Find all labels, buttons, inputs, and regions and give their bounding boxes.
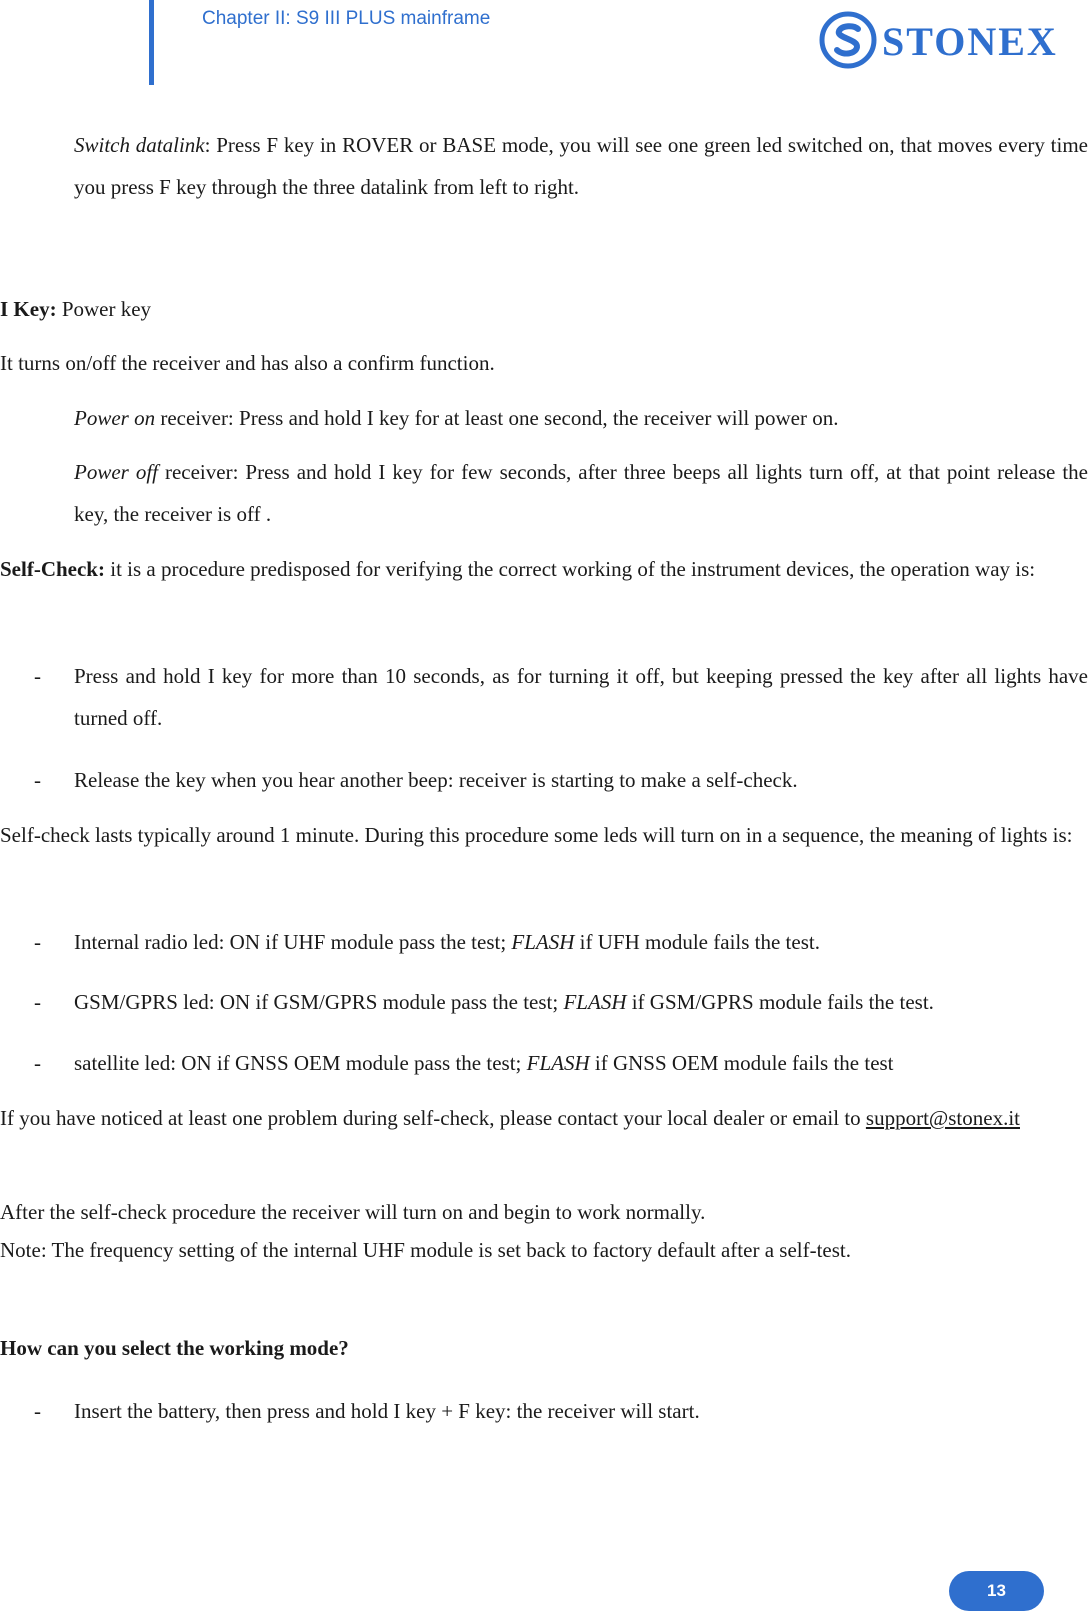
power-off-label: Power off bbox=[74, 460, 158, 484]
page-number: 13 bbox=[949, 1571, 1044, 1611]
stonex-logo-icon bbox=[818, 10, 878, 70]
after-selfcheck-text: After the self-check procedure the receiver will turn on and begin to work normally. bbox=[0, 1200, 706, 1224]
selfcheck-duration: Self-check lasts typically around 1 minute. During this procedure some leds will turn on in a sequence, the meaning of lights is: bbox=[0, 823, 1073, 847]
ikey-label: I Key: bbox=[0, 297, 57, 321]
light-text: satellite led: ON if GNSS OEM module pass the test; bbox=[74, 1051, 527, 1075]
light-text: if GSM/GPRS module fails the test. bbox=[626, 990, 934, 1014]
list-bullet: - bbox=[34, 990, 41, 1014]
light-text: if UFH module fails the test. bbox=[574, 930, 820, 954]
light-item bbox=[74, 1042, 1088, 1084]
light-item bbox=[74, 981, 1088, 1023]
stonex-logo bbox=[818, 8, 1084, 72]
flash-label: FLASH bbox=[526, 1051, 590, 1075]
problem-text: If you have noticed at least one problem during self-check, please contact your local dealer or email to bbox=[0, 1106, 861, 1130]
light-item bbox=[74, 921, 1088, 963]
problem-paragraph bbox=[0, 1097, 1088, 1139]
switch-datalink-text: : Press F key in ROVER or BASE mode, you will see one green led switched on, that moves every time you press F key through the three datalink from left to right. bbox=[74, 133, 1088, 199]
power-off-text: receiver: Press and hold I key for few seconds, after three beeps all lights turn off, at that point release the key, the receiver is off . bbox=[74, 460, 1088, 526]
light-text: if GNSS OEM module fails the test bbox=[589, 1051, 894, 1075]
working-mode-heading-text: How can you select the working mode? bbox=[0, 1336, 349, 1360]
light-text: Internal radio led: ON if UHF module pass the test; bbox=[74, 930, 512, 954]
switch-datalink-label: Switch datalink bbox=[74, 133, 205, 157]
power-on-paragraph bbox=[74, 397, 1088, 439]
list-bullet: - bbox=[34, 768, 41, 792]
list-bullet: - bbox=[34, 1399, 41, 1423]
list-bullet: - bbox=[34, 664, 41, 688]
support-email-link[interactable]: support@stonex.it bbox=[865, 1106, 1020, 1130]
light-text: GSM/GPRS led: ON if GSM/GPRS module pass the test; bbox=[74, 990, 564, 1014]
list-bullet: - bbox=[34, 1051, 41, 1075]
working-mode-heading bbox=[0, 1327, 1088, 1369]
selfcheck-step: Press and hold I key for more than 10 seconds, as for turning it off, but keeping pressed the key after all lights have turned off. bbox=[74, 664, 1088, 730]
selfcheck-text: it is a procedure predisposed for verifying the correct working of the instrument devices, the operation way is: bbox=[104, 557, 1036, 581]
ikey-description: It turns on/off the receiver and has also a confirm function. bbox=[0, 351, 495, 375]
selfcheck-label: Self-Check: bbox=[0, 557, 105, 581]
power-on-label: Power on bbox=[74, 406, 156, 430]
note-text: Note: The frequency setting of the internal UHF module is set back to factory default after a self-test. bbox=[0, 1238, 851, 1262]
flash-label: FLASH bbox=[563, 990, 627, 1014]
power-on-text: receiver: Press and hold I key for at least one second, the receiver will power on. bbox=[155, 406, 839, 430]
flash-label: FLASH bbox=[511, 930, 575, 954]
ikey-text: Power key bbox=[56, 297, 152, 321]
selfcheck-step: Release the key when you hear another beep: receiver is starting to make a self-check. bbox=[74, 768, 798, 792]
list-bullet: - bbox=[34, 930, 41, 954]
brand-name: STONEX bbox=[882, 19, 1058, 64]
chapter-title: Chapter II: S9 III PLUS mainframe bbox=[202, 8, 491, 29]
switch-datalink-paragraph bbox=[74, 124, 1088, 208]
header-divider bbox=[149, 0, 154, 85]
working-mode-step: Insert the battery, then press and hold I key + F key: the receiver will start. bbox=[74, 1399, 700, 1423]
selfcheck-paragraph bbox=[0, 548, 1088, 590]
ikey-heading bbox=[0, 288, 1088, 330]
power-off-paragraph bbox=[74, 451, 1088, 535]
